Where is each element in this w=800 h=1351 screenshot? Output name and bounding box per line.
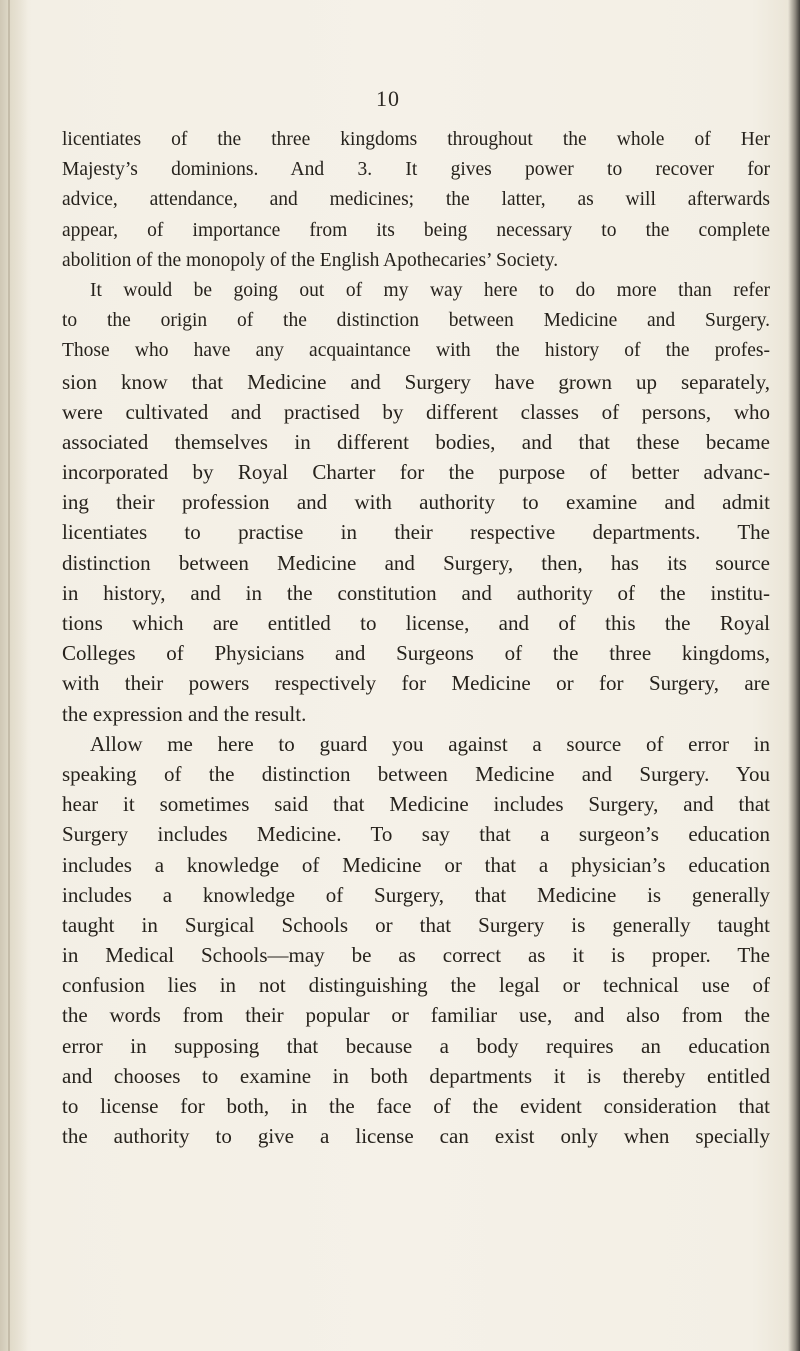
- text-line: licentiates to practise in their respective departments. The: [62, 520, 770, 545]
- text-line: includes a knowledge of Surgery, that Medicine is generally: [62, 882, 770, 907]
- text-line: distinction between Medicine and Surgery, then, has its source: [62, 550, 770, 575]
- text-line: error in supposing that because a body requires an education: [62, 1033, 770, 1058]
- text-line: abolition of the monopoly of the English Apothecaries’ Society.: [62, 249, 559, 271]
- text-line: Allow me here to guard you against a source of error in: [90, 731, 770, 756]
- text-line: speaking of the distinction between Medicine and Surgery. You: [62, 761, 770, 786]
- text-line: in history, and in the constitution and authority of the institu-: [62, 580, 770, 605]
- page-edge-shadow: [788, 0, 800, 1351]
- text-line: to license for both, in the face of the evident consideration that: [62, 1094, 770, 1118]
- text-line: appear, of importance from its being necessary to the complete: [62, 219, 770, 241]
- text-line: licentiates of the three kingdoms throughout the whole of Her: [62, 129, 770, 150]
- text-line: with their powers respectively for Medicine or for Surgery, are: [62, 671, 770, 696]
- text-line: advice, attendance, and medicines; the latter, as will afterwards: [62, 189, 770, 211]
- text-line: Surgery includes Medicine. To say that a surgeon’s education: [62, 822, 770, 847]
- text-line: Colleges of Physicians and Surgeons of the three kingdoms,: [62, 641, 770, 666]
- text-line: hear it sometimes said that Medicine includes Surgery, and that: [62, 792, 770, 817]
- text-line: tions which are entitled to license, and of this the Royal: [62, 611, 770, 635]
- text-line: Those who have any acquaintance with the history of the profes-: [62, 340, 770, 362]
- page-number: 10: [376, 86, 400, 111]
- text-line: taught in Surgical Schools or that Surgery is generally taught: [62, 912, 770, 937]
- text-line: associated themselves in different bodies, and that these became: [62, 429, 770, 454]
- text-line: the authority to give a license can exist only when specially: [62, 1124, 770, 1149]
- text-line: the expression and the result.: [62, 701, 307, 726]
- binding-edge: [8, 0, 10, 1351]
- text-line: confusion lies in not distinguishing the legal or technical use of: [62, 973, 770, 998]
- body-text: [62, 125, 770, 1151]
- page-gutter-shadow: [0, 0, 28, 1351]
- text-line: ing their profession and with authority to examine and admit: [62, 490, 770, 515]
- text-line: were cultivated and practised by different classes of persons, who: [62, 399, 770, 424]
- text-line: to the origin of the distinction between Medicine and Surgery.: [62, 310, 770, 332]
- text-line: It would be going out of my way here to do more than refer: [90, 279, 770, 301]
- text-line: in Medical Schools—may be as correct as it is proper. The: [62, 943, 770, 968]
- text-line: includes a knowledge of Medicine or that a physician’s education: [62, 852, 770, 877]
- text-line: sion know that Medicine and Surgery have grown up separately,: [62, 369, 770, 394]
- text-line: the words from their popular or familiar use, and also from the: [62, 1003, 770, 1028]
- text-line: and chooses to examine in both departments it is thereby entitled: [62, 1063, 770, 1088]
- text-line: Majesty’s dominions. And 3. It gives power to recover for: [62, 159, 770, 181]
- text-line: incorporated by Royal Charter for the purpose of better advanc-: [62, 460, 770, 485]
